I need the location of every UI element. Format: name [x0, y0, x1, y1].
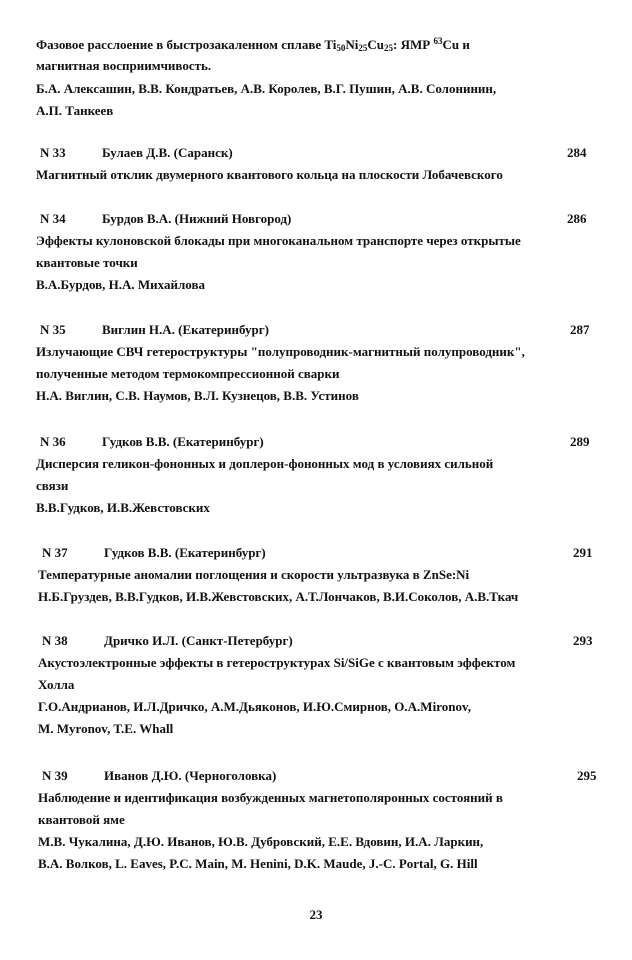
intro-title-line-1 [36, 37, 470, 53]
entry-number: N 34 [40, 211, 66, 226]
entry-title-line: Наблюдение и идентификация возбужденных магнетополяронных состояний в [38, 790, 503, 805]
entry-authors-line: М.В. Чукалина, Д.Ю. Иванов, Ю.В. Дубровский, Е.Е. Вдовин, И.А. Ларкин, [38, 834, 484, 849]
entry-authors-line: Н.Б.Груздев, В.В.Гудков, И.В.Жевстовских, А.Т.Лончаков, В.И.Соколов, А.В.Ткач [38, 589, 519, 604]
entry-presenter: Виглин Н.А. (Екатеринбург) [102, 322, 269, 337]
intro-title-line-2: магнитная восприимчивость. [36, 58, 212, 73]
entry-page-number: 291 [573, 545, 593, 560]
entry-page-number: 289 [570, 434, 590, 449]
entry-title-line: Холла [38, 677, 75, 692]
entry-title-line: Эффекты кулоновской блокады при многоканальном транспорте через открытые [36, 233, 521, 248]
entry-presenter: Гудков В.В. (Екатеринбург) [104, 545, 266, 560]
page-number: 23 [309, 907, 323, 922]
superscript: 63 [433, 36, 443, 46]
entry-number: N 36 [40, 434, 66, 449]
intro-title-text: Cu и [442, 37, 470, 52]
entry-authors-line: Г.О.Андрианов, И.Л.Дричко, А.М.Дьяконов, И.Ю.Смирнов, О.А.Mironov, [38, 699, 471, 714]
entry-presenter: Булаев Д.В. (Саранск) [102, 145, 233, 160]
entry-number: N 38 [42, 633, 68, 648]
entry-presenter: Гудков В.В. (Екатеринбург) [102, 434, 264, 449]
intro-title-text: Ni [345, 37, 359, 52]
entry-authors-line: M. Myronov, T.E. Whall [38, 721, 174, 736]
entry-title-line: Акустоэлектронные эффекты в гетероструктурах Si/SiGe с квантовым эффектом [38, 655, 516, 670]
entry-title-line: квантовой яме [38, 812, 125, 827]
entry-number: N 33 [40, 145, 66, 160]
subscript: 50 [336, 43, 346, 53]
entry-title-line: полученные методом термокомпрессионной сварки [36, 366, 340, 381]
intro-authors-line-1: Б.А. Алексашин, В.В. Кондратьев, А.В. Королев, В.Г. Пушин, А.В. Солонинин, [36, 81, 497, 96]
entry-presenter: Иванов Д.Ю. (Черноголовка) [104, 768, 277, 783]
entry-title-line: связи [36, 478, 69, 493]
entry-page-number: 293 [573, 633, 593, 648]
entry-page-number: 286 [567, 211, 587, 226]
entry-number: N 39 [42, 768, 68, 783]
entry-presenter: Дричко И.Л. (Санкт-Петербург) [104, 633, 293, 648]
entry-authors-line: В.В.Гудков, И.В.Жевстовских [36, 500, 210, 515]
entry-authors-line: Н.А. Виглин, С.В. Наумов, В.Л. Кузнецов, В.В. Устинов [36, 388, 359, 403]
subscript: 25 [384, 43, 394, 53]
intro-title-text: Cu [367, 37, 385, 52]
entry-title-line: Дисперсия геликон-фононных и доплерон-фононных мод в условиях сильной [36, 456, 494, 471]
intro-title-text: : ЯМР [393, 37, 434, 52]
entry-page-number: 287 [570, 322, 590, 337]
entry-authors-line: В.А.Бурдов, Н.А. Михайлова [36, 277, 205, 292]
entry-title-line: Излучающие СВЧ гетероструктуры "полупроводник-магнитный полупроводник", [36, 344, 525, 359]
subscript: 25 [358, 43, 368, 53]
entry-page-number: 295 [577, 768, 597, 783]
intro-title-text: Фазовое расслоение в быстрозакаленном сплаве Ti [36, 37, 337, 52]
entry-title-line: Магнитный отклик двумерного квантового кольца на плоскости Лобачевского [36, 167, 503, 182]
entry-authors-line: В.А. Волков, L. Eaves, P.C. Main, M. Henini, D.K. Maude, J.-C. Portal, G. Hill [38, 856, 478, 871]
entry-number: N 37 [42, 545, 68, 560]
entry-number: N 35 [40, 322, 66, 337]
entry-presenter: Бурдов В.А. (Нижний Новгород) [102, 211, 292, 226]
entry-title-line: Температурные аномалии поглощения и скорости ультразвука в ZnSe:Ni [38, 567, 470, 582]
entry-title-line: квантовые точки [36, 255, 138, 270]
entry-page-number: 284 [567, 145, 587, 160]
intro-authors-line-2: А.П. Танкеев [36, 103, 114, 118]
